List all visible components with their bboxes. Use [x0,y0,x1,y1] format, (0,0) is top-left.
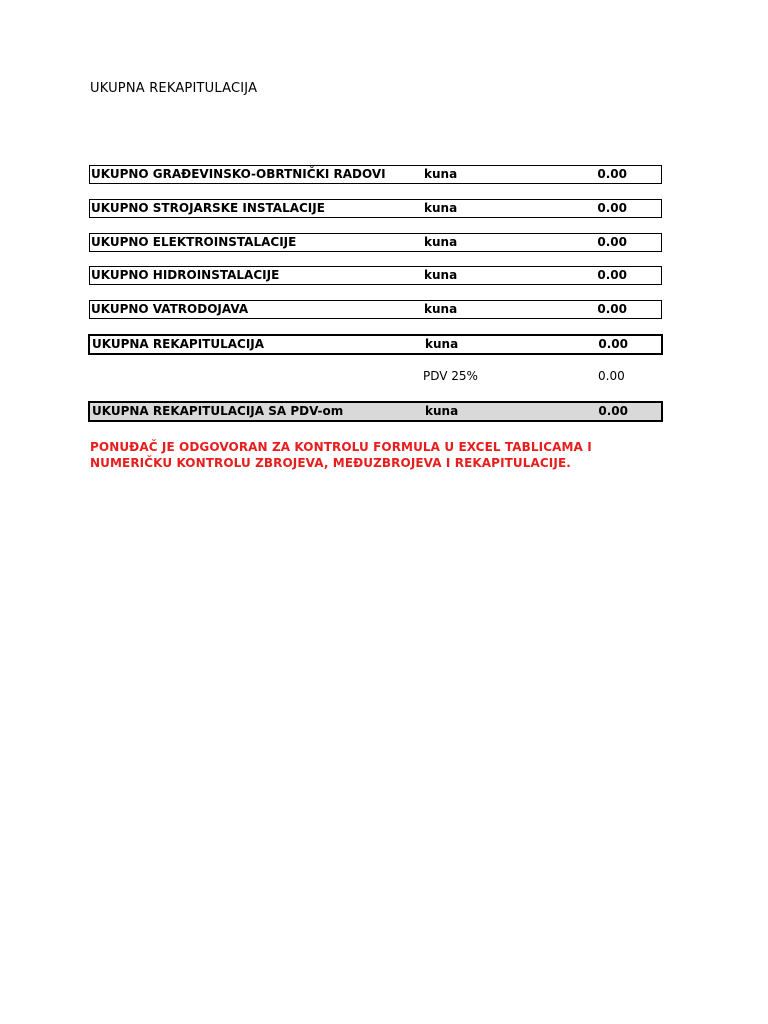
row-unit: kuna [424,268,458,282]
row-label: UKUPNO ELEKTROINSTALACIJE [91,235,297,249]
row-value: 0.00 [597,268,627,282]
row-label: UKUPNO STROJARSKE INSTALACIJE [91,201,325,215]
row-label: UKUPNO VATRODOJAVA [91,302,249,316]
row-label: UKUPNO GRAĐEVINSKO-OBRTNIČKI RADOVI [91,167,386,181]
row-unit: kuna [424,201,458,215]
row-unit: kuna [424,302,458,316]
row-value: 0.00 [597,302,627,316]
pdv-label: PDV 25% [423,369,478,383]
grand-total-unit: kuna [425,404,459,418]
pdv-value: 0.00 [598,369,625,383]
row-value: 0.00 [597,201,627,215]
row-label: UKUPNO HIDROINSTALACIJE [91,268,280,282]
grand-total-label: UKUPNA REKAPITULACIJA SA PDV-om [92,404,344,418]
row-value: 0.00 [597,167,627,181]
summary-row-hidro [89,266,662,285]
page-title: UKUPNA REKAPITULACIJA [90,81,258,96]
summary-row-gradevinski [89,165,662,184]
summary-row-vatrodojava [89,300,662,319]
total-row [88,334,663,355]
grand-total-value: 0.00 [598,404,628,418]
row-value: 0.00 [597,235,627,249]
summary-row-elektro [89,233,662,252]
row-unit: kuna [424,167,458,181]
responsibility-note: PONUĐAČ JE ODGOVORAN ZA KONTROLU FORMULA U EXCEL TABLICAMA I NUMERIČKU KONTROLU ZBROJEVA, MEĐUZBROJEVA I REKAPITULACIJE. [90,440,592,470]
total-unit: kuna [425,337,459,351]
summary-row-strojarske [89,199,662,218]
grand-total-row [88,401,663,422]
row-unit: kuna [424,235,458,249]
total-label: UKUPNA REKAPITULACIJA [92,337,265,351]
total-value: 0.00 [598,337,628,351]
